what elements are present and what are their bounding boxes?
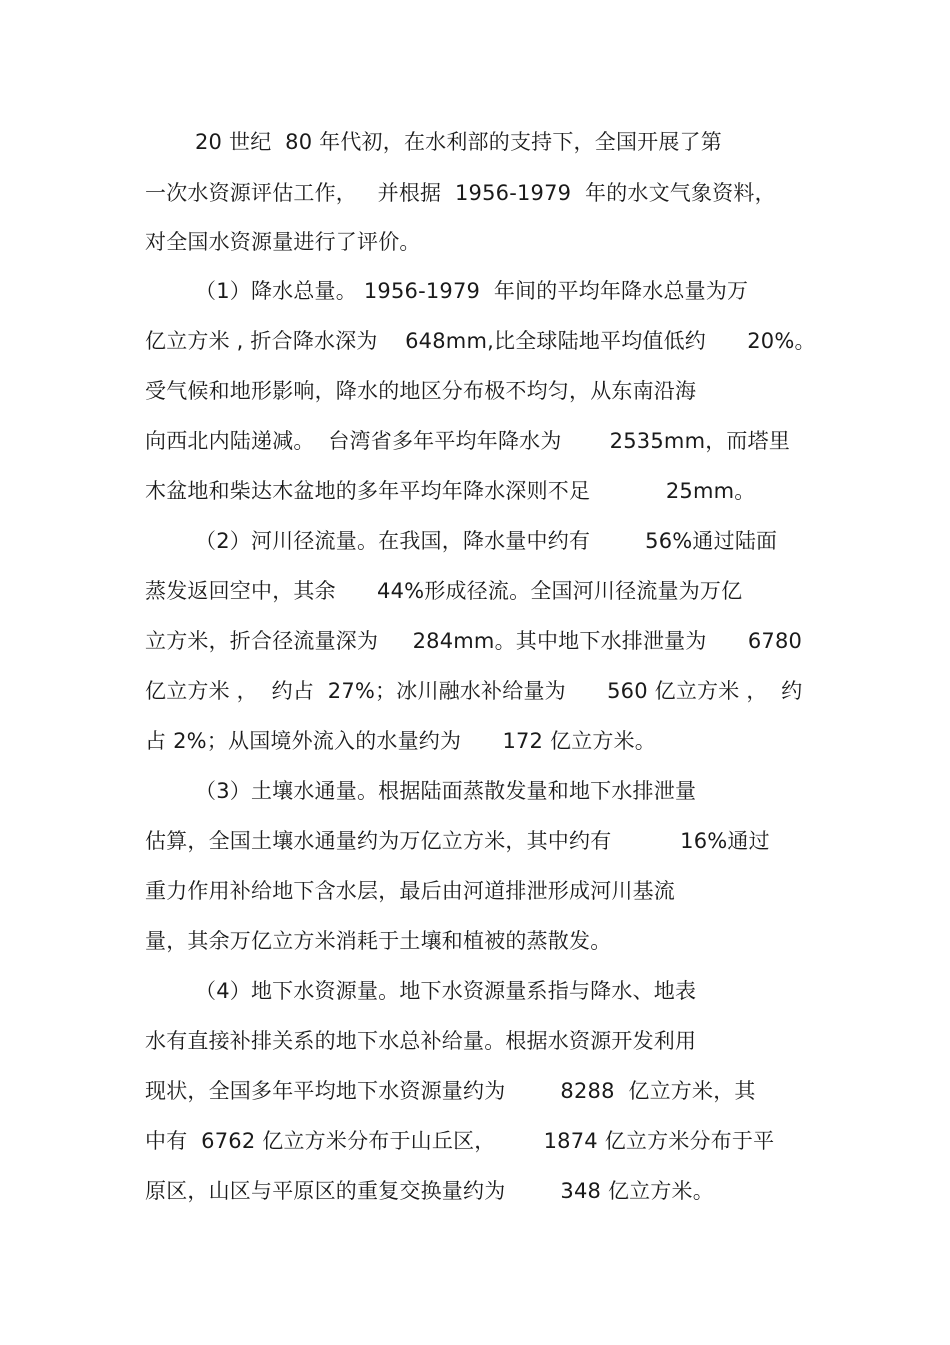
paragraph-groundwater-line: 中有 6762 亿立方米分布于山丘区， 1874 亿立方米分布于平 — [145, 1129, 775, 1153]
paragraph-soil-water-line: 量，其余万亿立方米消耗于土壤和植被的蒸散发。 — [145, 929, 612, 953]
paragraph-precipitation-line: （1）降水总量。 1956-1979 年间的平均年降水总量为万 — [195, 279, 749, 303]
paragraph-soil-water-line: 估算，全国土壤水通量约为万亿立方米，其中约有 16%通过 — [145, 829, 770, 853]
paragraph-precipitation-line: 木盆地和柴达木盆地的多年平均年降水深则不足 25mm。 — [145, 479, 756, 503]
paragraph-groundwater-line: 水有直接补排关系的地下水总补给量。根据水资源开发利用 — [145, 1029, 697, 1053]
paragraph-groundwater-line: 现状，全国多年平均地下水资源量约为 8288 亿立方米，其 — [145, 1079, 756, 1103]
paragraph-runoff-line: 亿立方米 ， 约占 27%；冰川融水补给量为 560 亿立方米 ， 约 — [145, 679, 803, 703]
paragraph-precipitation-line: 向西北内陆递减。 台湾省多年平均年降水为 2535mm，而塔里 — [145, 429, 791, 453]
paragraph-runoff-line: 立方米，折合径流量深为 284mm。其中地下水排泄量为 6780 — [145, 629, 803, 653]
paragraph-intro-line: 对全国水资源量进行了评价。 — [145, 230, 421, 254]
paragraph-intro-line: 一次水资源评估工作， 并根据 1956-1979 年的水文气象资料， — [145, 181, 776, 205]
paragraph-runoff-line: 占 2%；从国境外流入的水量约为 172 亿立方米。 — [145, 729, 656, 753]
paragraph-runoff-line: （2）河川径流量。在我国，降水量中约有 56%通过陆面 — [195, 529, 778, 553]
paragraph-soil-water-line: （3）土壤水通量。根据陆面蒸散发量和地下水排泄量 — [195, 779, 697, 803]
paragraph-precipitation-line: 亿立方米 , 折合降水深为 648mm,比全球陆地平均值低约 20%。 — [145, 329, 816, 353]
paragraph-groundwater-line: 原区，山区与平原区的重复交换量约为 348 亿立方米。 — [145, 1179, 714, 1203]
paragraph-soil-water-line: 重力作用补给地下含水层，最后由河道排泄形成河川基流 — [145, 879, 675, 903]
paragraph-groundwater-line: （4）地下水资源量。地下水资源量系指与降水、地表 — [195, 979, 697, 1003]
paragraph-precipitation-line: 受气候和地形影响，降水的地区分布极不均匀，从东南沿海 — [145, 379, 697, 403]
paragraph-intro-line: 20 世纪 80 年代初，在水利部的支持下，全国开展了第 — [195, 130, 722, 154]
paragraph-runoff-line: 蒸发返回空中，其余 44%形成径流。全国河川径流量为万亿 — [145, 579, 743, 603]
